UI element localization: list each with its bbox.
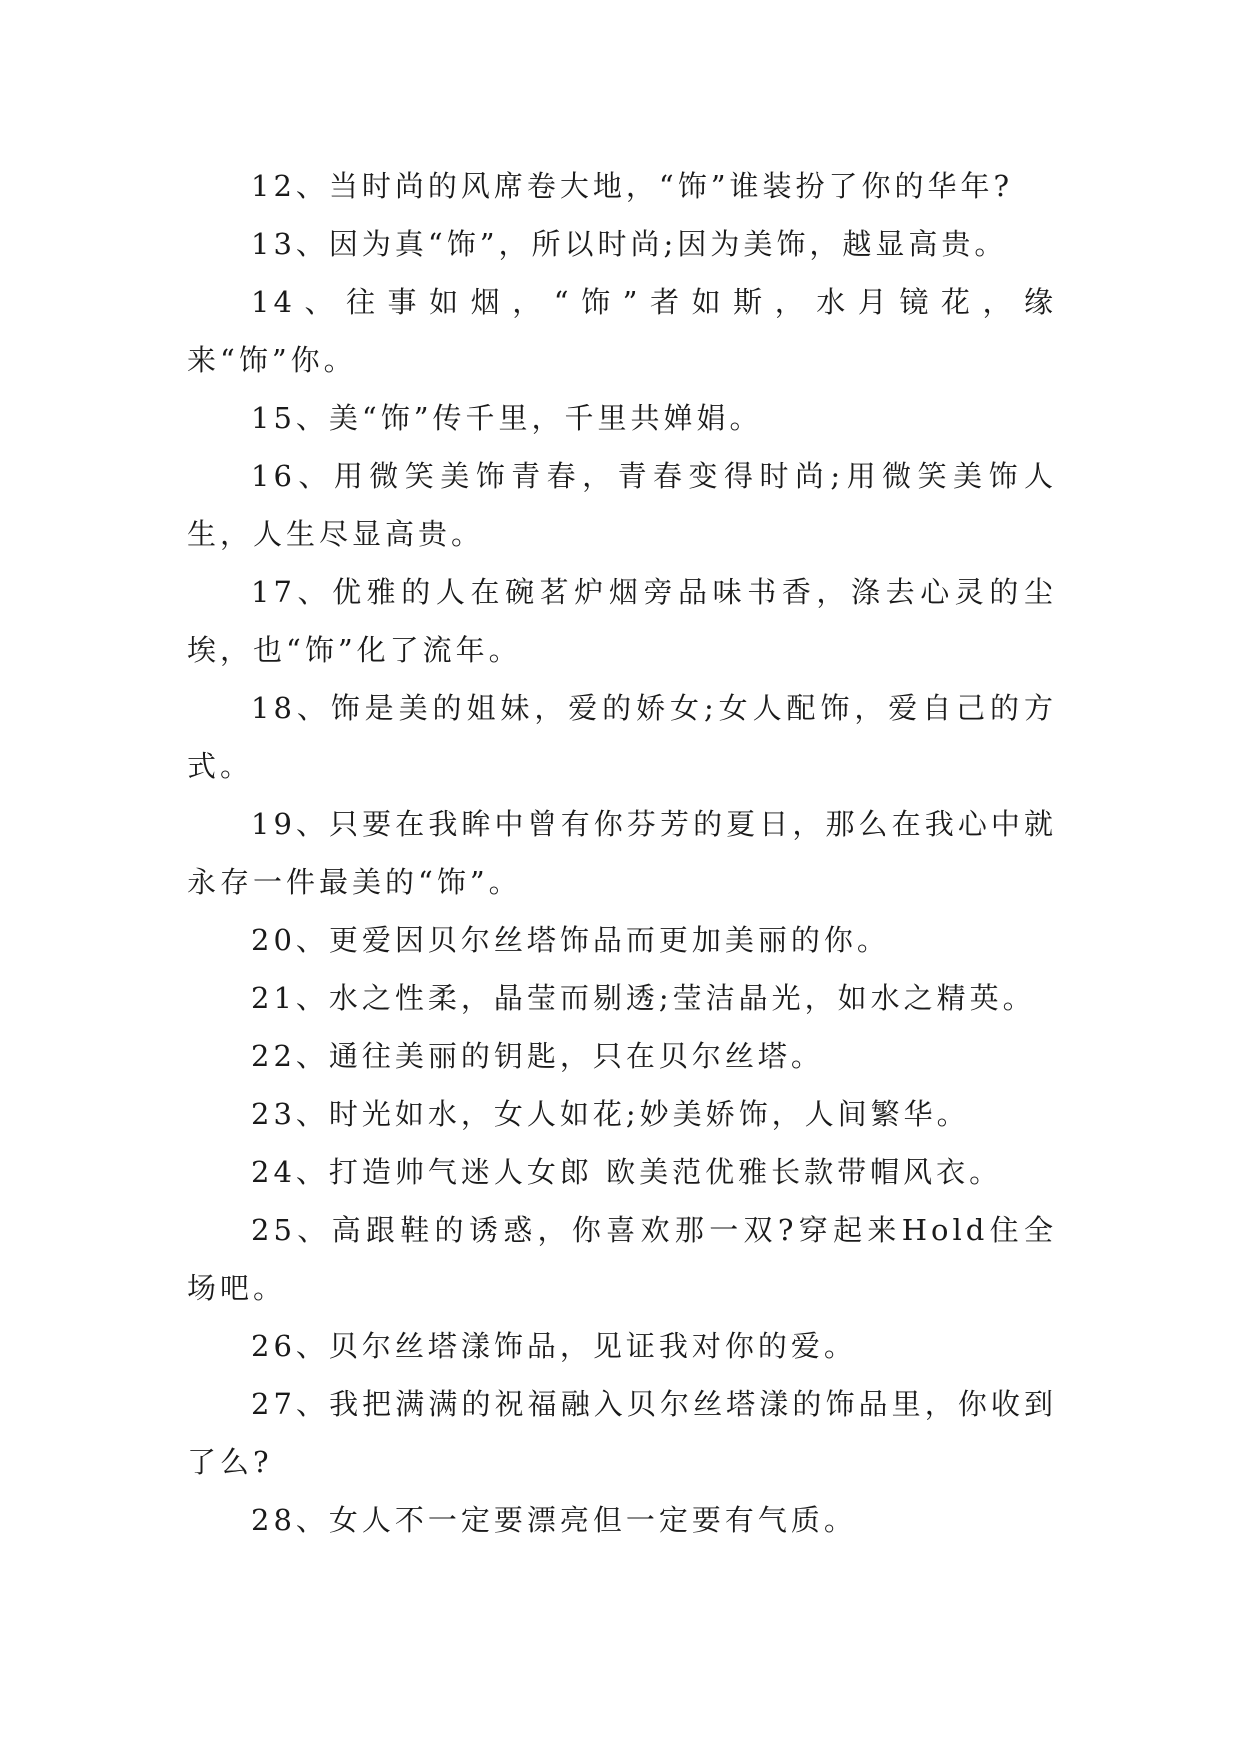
- paragraph-22: 22、通往美丽的钥匙，只在贝尔丝塔。: [251, 1039, 824, 1073]
- paragraph-26: 26、贝尔丝塔漾饰品，见证我对你的爱。: [251, 1329, 857, 1363]
- paragraph-15: 15、美“饰”传千里，千里共婵娟。: [251, 401, 763, 435]
- document-body: [187, 157, 1057, 1549]
- paragraph-17: 17、优雅的人在碗茗炉烟旁品味书香，涤去心灵的尘埃，也“饰”化了流年。: [187, 575, 1057, 667]
- paragraph-20: 20、更爱因贝尔丝塔饰品而更加美丽的你。: [251, 923, 890, 957]
- paragraph-12: 12、当时尚的风席卷大地，“饰”谁装扮了你的华年?: [251, 169, 1014, 203]
- paragraph-16: 16、用微笑美饰青春，青春变得时尚;用微笑美饰人生，人生尽显高贵。: [187, 459, 1057, 551]
- paragraph-13: 13、因为真“饰”，所以时尚;因为美饰，越显高贵。: [251, 227, 1008, 261]
- paragraph-18: 18、饰是美的姐妹，爱的娇女;女人配饰，爱自己的方式。: [187, 691, 1057, 783]
- paragraph-14: 14、往事如烟，“饰”者如斯，水月镜花，缘来“饰”你。: [187, 285, 1057, 377]
- paragraph-23: 23、时光如水，女人如花;妙美娇饰，人间繁华。: [251, 1097, 970, 1131]
- paragraph-28: 28、女人不一定要漂亮但一定要有气质。: [251, 1503, 857, 1537]
- paragraph-19: 19、只要在我眸中曾有你芬芳的夏日，那么在我心中就永存一件最美的“饰”。: [187, 807, 1057, 899]
- paragraph-27: 27、我把满满的祝福融入贝尔丝塔漾的饰品里，你收到了么?: [187, 1387, 1057, 1479]
- paragraph-25: 25、高跟鞋的诱惑，你喜欢那一双?穿起来Hold住全场吧。: [187, 1213, 1057, 1305]
- paragraph-21: 21、水之性柔，晶莹而剔透;莹洁晶光，如水之精英。: [251, 981, 1036, 1015]
- paragraph-24: 24、打造帅气迷人女郎 欧美范优雅长款带帽风衣。: [251, 1155, 1003, 1189]
